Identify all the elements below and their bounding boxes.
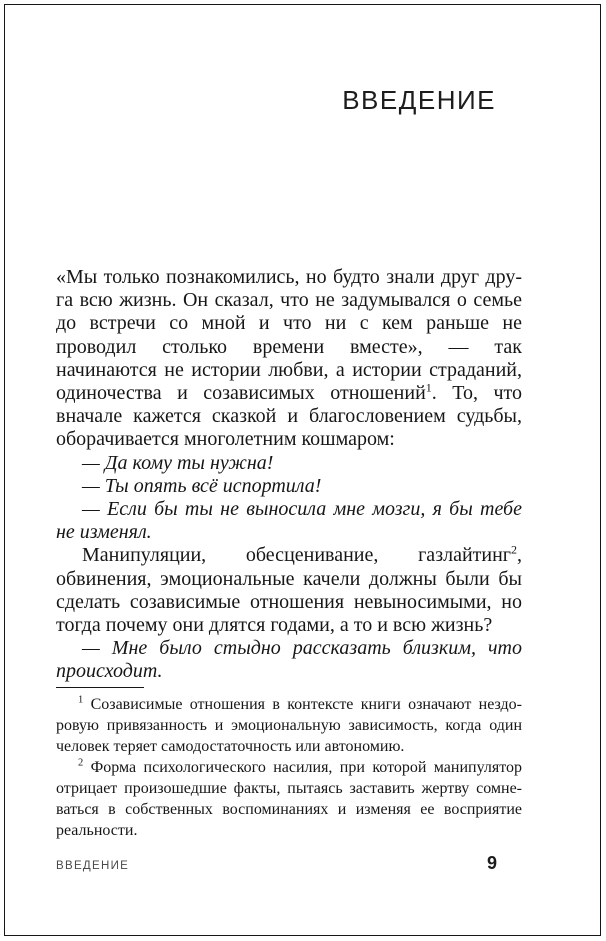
- dialogue-line-3: — Если бы ты не выносила мне мозги, я бы тебе не изменял.: [56, 498, 522, 544]
- dialogue-line-2: — Ты опять всё испортила!: [82, 474, 322, 497]
- footnote-divider: [56, 687, 144, 688]
- footnote-2: [56, 757, 522, 841]
- paragraph-text: , обвинения, эмоциональные качели должны были бы сделать созависимые отношения невыносимыми, но тогда почему они длятся годами, а то и всю жизнь?: [56, 544, 522, 637]
- paragraph-text: Манипуляции, обесценивание, газлайтинг: [82, 544, 511, 567]
- body-text: [56, 266, 522, 684]
- running-title: ВВЕДЕНИЕ: [56, 860, 130, 872]
- footnote-ref-1: 1: [425, 380, 432, 395]
- paragraph-text: . То, что вначале кажется сказкой и благословением судьбы, оборачивается многолетним кошмаром:: [56, 382, 523, 451]
- page-frame: [4, 4, 601, 936]
- footnotes-section: [56, 687, 522, 841]
- footnote-text: Форма психологического насилия, при которой манипулятор отрицает произошедшие факты, пытаясь заставить жертву сомневаться в собственных воспоминаниях и изменяя ее восприятие реальности.: [56, 759, 523, 839]
- chapter-title: ВВЕДЕНИЕ: [342, 85, 496, 115]
- footnote-text: Созависимые отношения в контексте книги означают нездоровую привязанность и эмоциональную зависимость, когда один человек теряет самодостаточность или автономию.: [56, 696, 522, 755]
- footnote-1: [56, 694, 522, 757]
- paragraph-intro: [56, 266, 522, 452]
- footnote-ref-2: 2: [511, 542, 517, 557]
- dialogue-line-1: — Да кому ты нужна!: [82, 451, 274, 474]
- paragraph-manipulations: [56, 544, 522, 637]
- dialogue-line-4: — Мне было стыдно рассказать близким, что происходит.: [56, 637, 522, 683]
- footnote-marker-2: 2: [78, 757, 84, 769]
- paragraph-text: «Мы только познакомились, но будто знали друг друга всю жизнь. Он сказал, что не задумывался о семье до встречи со мной и что ни с кем раньше не проводил столько времени вместе», — так начинаются не истории любви, а истории страданий, одиночества и созависимых отношений: [56, 266, 522, 405]
- page-footer: [56, 853, 497, 874]
- footnote-marker-1: 1: [78, 694, 84, 706]
- page-number: 9: [486, 853, 497, 873]
